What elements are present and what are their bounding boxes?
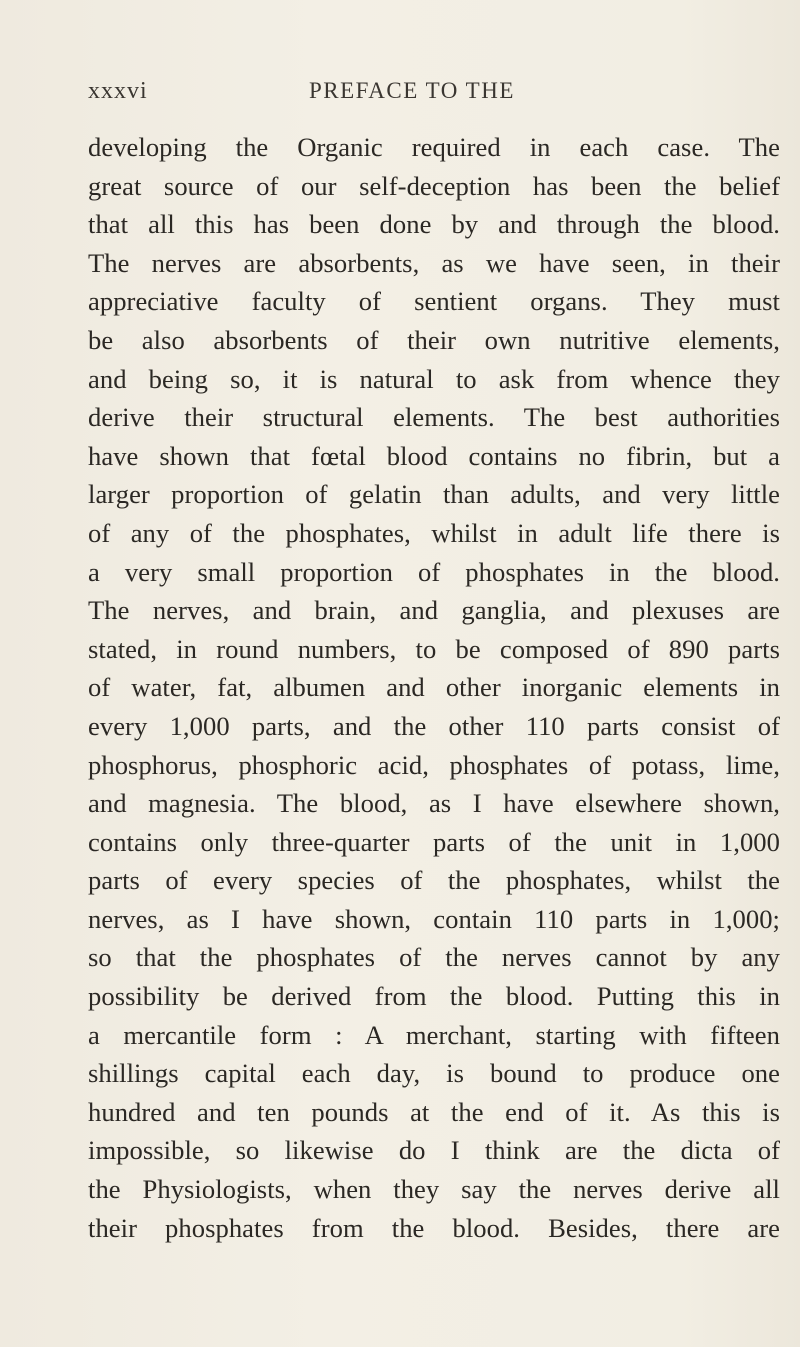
text-line: developing the Organic required in each case. The — [88, 132, 780, 162]
text-line: parts of every species of the phosphates, whilst the — [88, 865, 780, 896]
text-line: and being so, it is natural to ask from whence they — [88, 363, 780, 394]
text-line: contains only three-quarter parts of the unit in 1,000 — [88, 826, 780, 857]
text-line: derive their structural elements. The best authorities — [88, 402, 780, 433]
text-line: stated, in round numbers, to be composed of 890 parts — [88, 633, 780, 664]
text-line: nerves, as I have shown, contain 110 parts in 1,000; — [88, 903, 780, 934]
text-line: be also absorbents of their own nutritive elements, — [88, 324, 780, 355]
text-line: shillings capital each day, is bound to produce one — [88, 1058, 780, 1089]
text-line: that all this has been done by and through the blood. — [88, 209, 780, 240]
text-line: their phosphates from the blood. Besides, there are — [88, 1212, 780, 1243]
body-text — [88, 128, 780, 1247]
text-line: a very small proportion of phosphates in the blood. — [88, 556, 780, 587]
text-line: every 1,000 parts, and the other 110 parts consist of — [88, 710, 780, 741]
running-head: PREFACE TO THE — [309, 78, 515, 103]
text-line: possibility be derived from the blood. Putting this in — [88, 981, 780, 1012]
text-line: great source of our self-deception has been the belief — [88, 170, 780, 201]
text-line: phosphorus, phosphoric acid, phosphates of potass, lime, — [88, 749, 780, 780]
text-line: hundred and ten pounds at the end of it. As this is — [88, 1096, 780, 1127]
text-line: of any of the phosphates, whilst in adult life there is — [88, 517, 780, 548]
text-line: of water, fat, albumen and other inorganic elements in — [88, 672, 780, 703]
text-line: appreciative faculty of sentient organs. They must — [88, 286, 780, 317]
text-line: a mercantile form : A merchant, starting with fifteen — [88, 1019, 780, 1050]
text-line: impossible, so likewise do I think are the dicta of — [88, 1135, 780, 1166]
text-line: have shown that fœtal blood contains no fibrin, but a — [88, 440, 780, 471]
text-line: the Physiologists, when they say the nerves derive all — [88, 1174, 780, 1205]
text-line: The nerves, and brain, and ganglia, and plexuses are — [88, 595, 780, 626]
page-header — [88, 78, 728, 108]
text-line: and magnesia. The blood, as I have elsewhere shown, — [88, 788, 780, 819]
text-line: so that the phosphates of the nerves cannot by any — [88, 942, 780, 973]
page-number: xxxvi — [88, 78, 148, 104]
text-line: The nerves are absorbents, as we have seen, in their — [88, 247, 780, 278]
text-line: larger proportion of gelatin than adults, and very little — [88, 479, 780, 510]
